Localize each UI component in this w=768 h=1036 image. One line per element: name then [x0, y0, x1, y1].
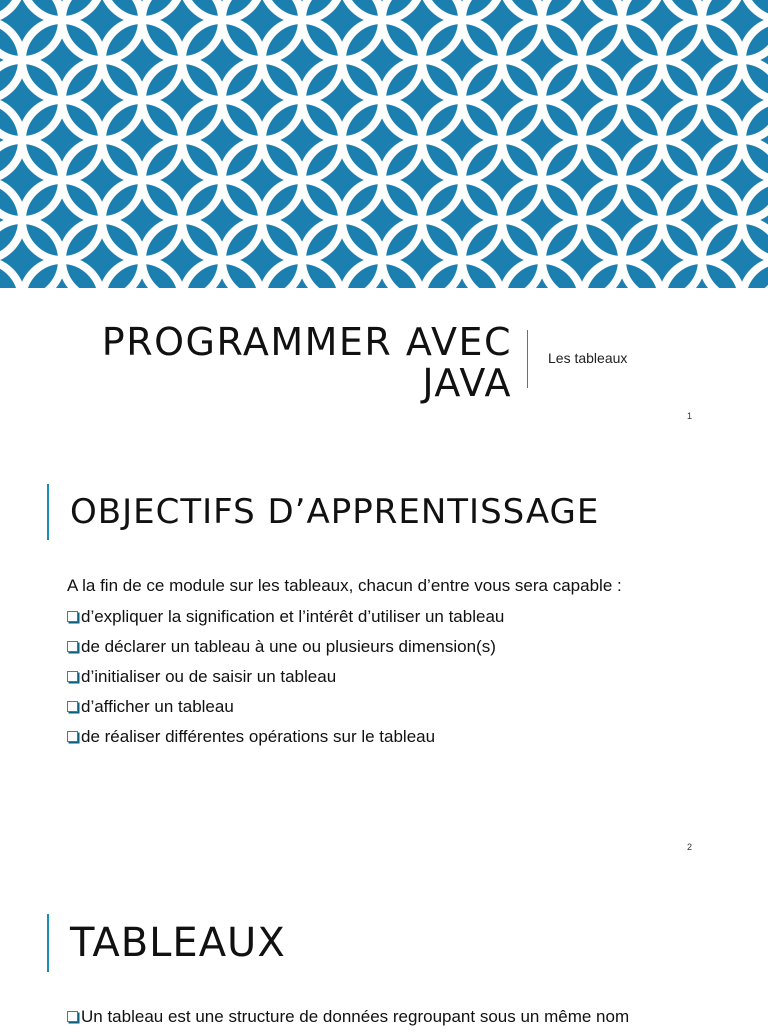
slide-2-title: OBJECTIFS D’APPRENTISSAGE — [70, 492, 600, 532]
checkbox-square-icon — [67, 1011, 78, 1022]
list-item — [67, 696, 504, 726]
objective-text: de réaliser différentes opérations sur le tableau — [81, 727, 436, 746]
tableaux-text: Un tableau est une structure de données regroupant sous un même nom — [81, 1007, 630, 1026]
list-item — [67, 1006, 629, 1036]
objectives-list — [67, 606, 504, 756]
checkbox-square-icon — [67, 641, 78, 652]
slide-3-accent-bar — [47, 914, 49, 972]
list-item — [67, 666, 504, 696]
presentation-title-line-2: JAVA — [422, 361, 512, 405]
presentation-subtitle: Les tableaux — [548, 350, 628, 366]
title-divider — [527, 330, 528, 388]
list-item — [67, 726, 504, 756]
presentation-title-line-1: PROGRAMMER AVEC — [101, 320, 512, 364]
list-item — [67, 606, 504, 636]
checkbox-square-icon — [67, 701, 78, 712]
tableaux-list — [67, 1006, 629, 1036]
objective-text: d’expliquer la signification et l’intérêt d’utiliser un tableau — [81, 607, 505, 626]
objective-text: d’initialiser ou de saisir un tableau — [81, 667, 337, 686]
checkbox-square-icon — [67, 731, 78, 742]
slide-2-intro: A la fin de ce module sur les tableaux, chacun d’entre vous sera capable : — [67, 576, 622, 595]
slide-number-2: 2 — [687, 842, 693, 852]
slide-number-1: 1 — [687, 411, 693, 421]
list-item — [67, 636, 504, 666]
objective-text: d’afficher un tableau — [81, 697, 234, 716]
checkbox-square-icon — [67, 611, 78, 622]
presentation-title — [60, 322, 512, 404]
slide-2-accent-bar — [47, 484, 49, 540]
checkbox-square-icon — [67, 671, 78, 682]
objective-text: de déclarer un tableau à une ou plusieurs dimension(s) — [81, 637, 496, 656]
slide-3-title: TABLEAUX — [70, 920, 286, 966]
title-banner-pattern — [0, 0, 768, 288]
